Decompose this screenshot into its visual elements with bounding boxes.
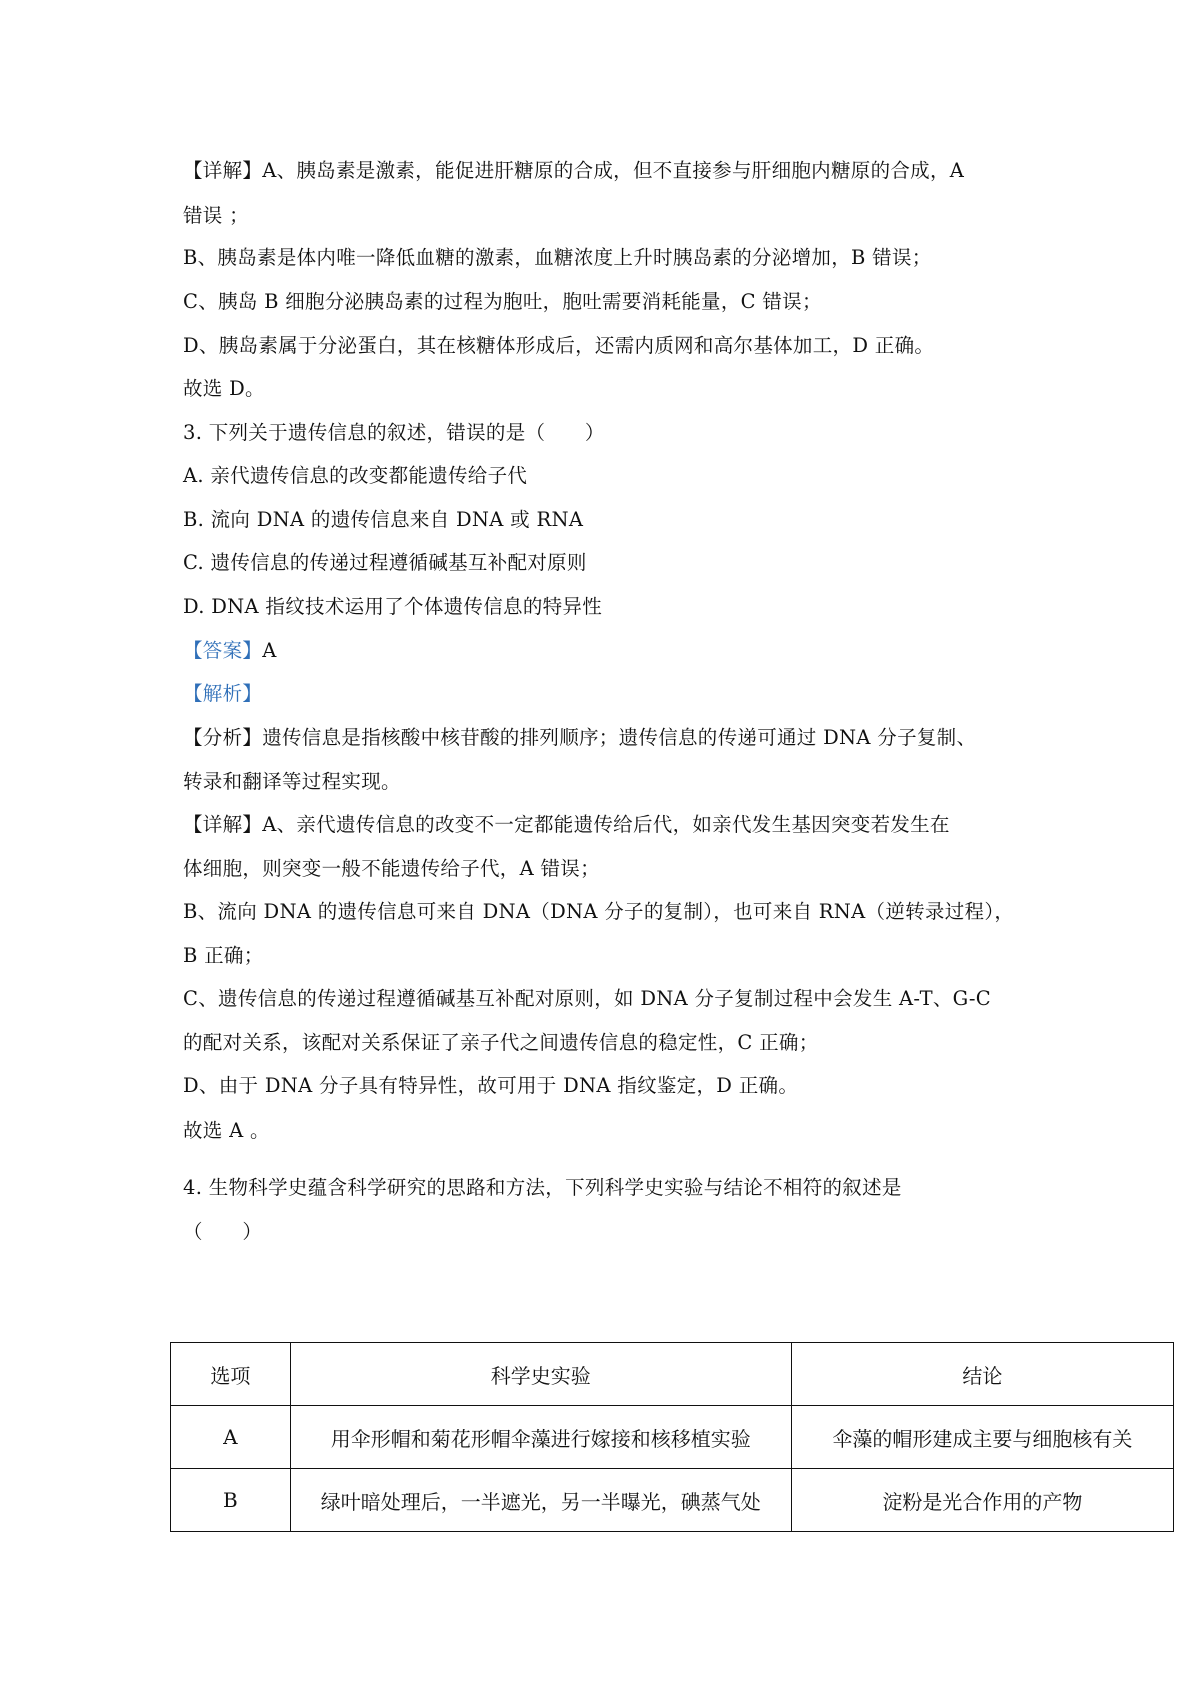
text-line: 故选 A 。 (183, 1119, 270, 1142)
text-line: 【详解】A、亲代遗传信息的改变不一定都能遗传给后代，如亲代发生基因突变若发生在 (183, 813, 950, 836)
text-line: B、流向 DNA 的遗传信息可来自 DNA（DNA 分子的复制），也可来自 RNA（逆转录过程）， (183, 900, 1015, 923)
text-line: C、遗传信息的传递过程遵循碱基互补配对原则，如 DNA 分子复制过程中会发生 A-T、G-C (183, 987, 992, 1010)
table-header-cell: 科学史实验 (290, 1343, 791, 1406)
text-line: 的配对关系，该配对关系保证了亲子代之间遗传信息的稳定性，C 正确； (183, 1031, 819, 1054)
table-header-row (171, 1343, 1174, 1406)
text-line: B. 流向 DNA 的遗传信息来自 DNA 或 RNA (183, 508, 584, 531)
table-row (171, 1406, 1174, 1469)
table-row (171, 1469, 1174, 1532)
text-line: D、胰岛素属于分泌蛋白，其在核糖体形成后，还需内质网和高尔基体加工，D 正确。 (183, 334, 935, 357)
table-cell: 淀粉是光合作用的产物 (791, 1469, 1173, 1532)
table-cell: 伞藻的帽形建成主要与细胞核有关 (791, 1406, 1173, 1469)
table-header-cell: 选项 (171, 1343, 291, 1406)
text-line: B、胰岛素是体内唯一降低血糖的激素，血糖浓度上升时胰岛素的分泌增加，B 错误； (183, 246, 932, 269)
section-label: 【解析】 (183, 682, 263, 705)
text-line: 体细胞，则突变一般不能遗传给子代，A 错误； (183, 857, 600, 880)
text-line: B 正确； (183, 944, 264, 967)
answer-value: A (262, 639, 277, 662)
text-line: A. 亲代遗传信息的改变都能遗传给子代 (183, 464, 528, 487)
text-line: C、胰岛 B 细胞分泌胰岛素的过程为胞吐，胞吐需要消耗能量，C 错误； (183, 290, 822, 313)
text-line: 【详解】A、胰岛素是激素，能促进肝糖原的合成，但不直接参与肝细胞内糖原的合成，A (183, 159, 965, 182)
text-line: 3. 下列关于遗传信息的叙述，错误的是（ ） (183, 421, 605, 444)
text-line: D. DNA 指纹技术运用了个体遗传信息的特异性 (183, 595, 603, 618)
table-cell: 用伞形帽和菊花形帽伞藻进行嫁接和核移植实验 (290, 1406, 791, 1469)
text-line: （ ） (183, 1220, 263, 1243)
table-cell: B (171, 1469, 291, 1532)
table-cell: 绿叶暗处理后，一半遮光，另一半曝光，碘蒸气处 (290, 1469, 791, 1532)
text-line (183, 637, 277, 665)
text-line: 故选 D。 (183, 377, 265, 400)
text-line: 【分析】遗传信息是指核酸中核苷酸的排列顺序；遗传信息的传递可通过 DNA 分子复制、 (183, 726, 977, 749)
text-line: D、由于 DNA 分子具有特异性，故可用于 DNA 指纹鉴定，D 正确。 (183, 1074, 799, 1097)
text-line (183, 680, 262, 708)
table-header-cell: 结论 (791, 1343, 1173, 1406)
section-label: 【答案】 (183, 639, 263, 662)
text-line: C. 遗传信息的传递过程遵循碱基互补配对原则 (183, 551, 587, 574)
table-cell: A (171, 1406, 291, 1469)
text-line: 错误 ； (183, 204, 249, 227)
text-line: 4. 生物科学史蕴含科学研究的思路和方法，下列科学史实验与结论不相符的叙述是 (183, 1176, 902, 1199)
text-line: 转录和翻译等过程实现。 (183, 770, 401, 793)
experiment-table (170, 1342, 1174, 1532)
